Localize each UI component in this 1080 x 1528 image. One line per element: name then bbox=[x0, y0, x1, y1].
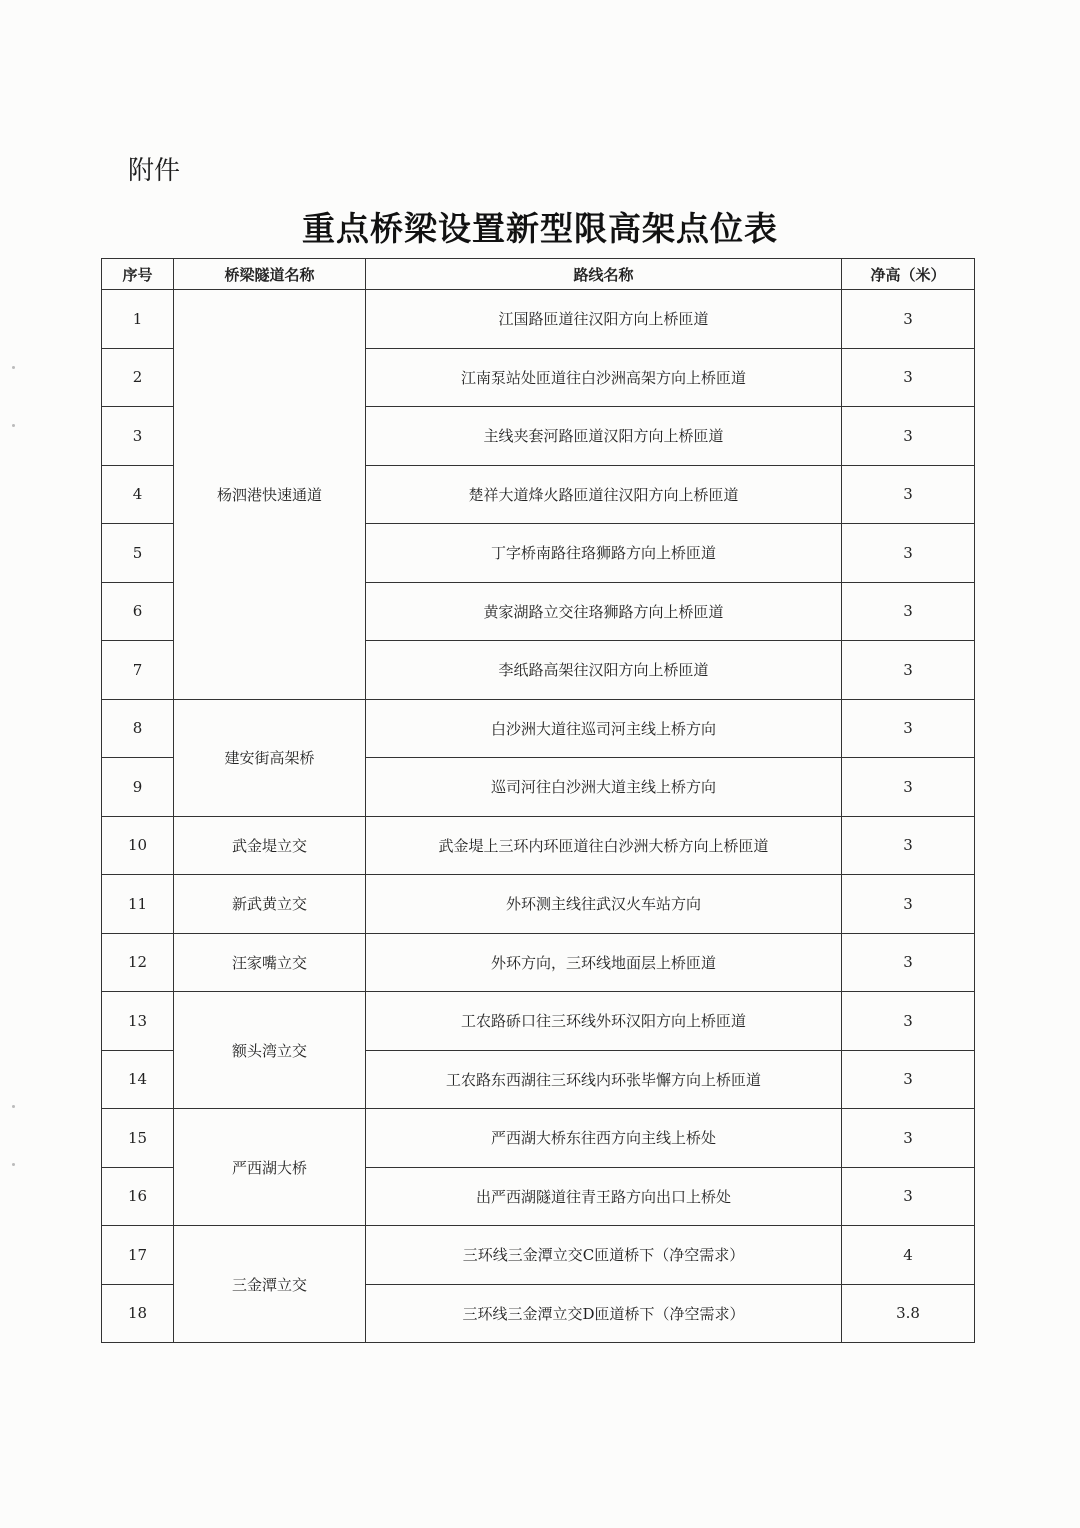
cell-height: 4 bbox=[842, 1226, 975, 1285]
cell-bridge-name: 新武黄立交 bbox=[174, 875, 366, 934]
cell-route: 三环线三金潭立交C匝道桥下（净空需求） bbox=[366, 1226, 842, 1285]
cell-no: 4 bbox=[102, 465, 174, 524]
cell-route: 外环方向，三环线地面层上桥匝道 bbox=[366, 933, 842, 992]
table-header-row bbox=[102, 259, 975, 290]
page-title: 重点桥梁设置新型限高架点位表 bbox=[302, 209, 778, 248]
cell-no: 1 bbox=[102, 290, 174, 349]
cell-route: 江国路匝道往汉阳方向上桥匝道 bbox=[366, 290, 842, 349]
cell-route: 李纸路高架往汉阳方向上桥匝道 bbox=[366, 641, 842, 700]
cell-height: 3 bbox=[842, 1050, 975, 1109]
cell-bridge-name: 建安街高架桥 bbox=[174, 699, 366, 816]
cell-no: 15 bbox=[102, 1109, 174, 1168]
cell-route: 严西湖大桥东往西方向主线上桥处 bbox=[366, 1109, 842, 1168]
cell-route: 出严西湖隧道往青王路方向出口上桥处 bbox=[366, 1167, 842, 1226]
cell-route: 江南泵站处匝道往白沙洲高架方向上桥匝道 bbox=[366, 348, 842, 407]
cell-height: 3 bbox=[842, 290, 975, 349]
table-row bbox=[102, 1109, 975, 1168]
cell-no: 17 bbox=[102, 1226, 174, 1285]
table-row bbox=[102, 699, 975, 758]
cell-route: 主线夹套河路匝道汉阳方向上桥匝道 bbox=[366, 407, 842, 466]
cell-height: 3 bbox=[842, 992, 975, 1051]
cell-bridge-name: 严西湖大桥 bbox=[174, 1109, 366, 1226]
cell-no: 7 bbox=[102, 641, 174, 700]
table-row bbox=[102, 1226, 975, 1285]
table-body bbox=[102, 290, 975, 1343]
cell-height: 3 bbox=[842, 875, 975, 934]
cell-no: 10 bbox=[102, 816, 174, 875]
cell-bridge-name: 额头湾立交 bbox=[174, 992, 366, 1109]
cell-no: 12 bbox=[102, 933, 174, 992]
attachment-label: 附件 bbox=[128, 156, 181, 186]
cell-no: 13 bbox=[102, 992, 174, 1051]
cell-no: 11 bbox=[102, 875, 174, 934]
cell-route: 工农路硚口往三环线外环汉阳方向上桥匝道 bbox=[366, 992, 842, 1051]
bridge-table bbox=[101, 258, 975, 1343]
cell-bridge-name: 杨泗港快速通道 bbox=[174, 290, 366, 700]
cell-height: 3 bbox=[842, 758, 975, 817]
cell-route: 工农路东西湖往三环线内环张毕懈方向上桥匝道 bbox=[366, 1050, 842, 1109]
cell-height: 3 bbox=[842, 933, 975, 992]
cell-route: 丁字桥南路往珞狮路方向上桥匝道 bbox=[366, 524, 842, 583]
cell-height: 3 bbox=[842, 524, 975, 583]
cell-height: 3 bbox=[842, 816, 975, 875]
cell-bridge-name: 三金潭立交 bbox=[174, 1226, 366, 1343]
cell-route: 外环测主线往武汉火车站方向 bbox=[366, 875, 842, 934]
cell-route: 武金堤上三环内环匝道往白沙洲大桥方向上桥匝道 bbox=[366, 816, 842, 875]
cell-route: 黄家湖路立交往珞狮路方向上桥匝道 bbox=[366, 582, 842, 641]
table-row bbox=[102, 875, 975, 934]
cell-height: 3 bbox=[842, 641, 975, 700]
cell-no: 16 bbox=[102, 1167, 174, 1226]
header-height: 净高（米） bbox=[842, 259, 975, 290]
cell-no: 14 bbox=[102, 1050, 174, 1109]
cell-route: 白沙洲大道往巡司河主线上桥方向 bbox=[366, 699, 842, 758]
cell-no: 18 bbox=[102, 1284, 174, 1343]
cell-route: 楚祥大道烽火路匝道往汉阳方向上桥匝道 bbox=[366, 465, 842, 524]
cell-height: 3 bbox=[842, 465, 975, 524]
header-route: 路线名称 bbox=[366, 259, 842, 290]
cell-height: 3 bbox=[842, 407, 975, 466]
table-row bbox=[102, 290, 975, 349]
table-row bbox=[102, 933, 975, 992]
cell-no: 3 bbox=[102, 407, 174, 466]
cell-no: 6 bbox=[102, 582, 174, 641]
table-row bbox=[102, 992, 975, 1051]
cell-height: 3.8 bbox=[842, 1284, 975, 1343]
cell-bridge-name: 武金堤立交 bbox=[174, 816, 366, 875]
cell-bridge-name: 汪家嘴立交 bbox=[174, 933, 366, 992]
header-no: 序号 bbox=[102, 259, 174, 290]
cell-height: 3 bbox=[842, 699, 975, 758]
cell-no: 9 bbox=[102, 758, 174, 817]
table-row bbox=[102, 816, 975, 875]
header-bridge: 桥梁隧道名称 bbox=[174, 259, 366, 290]
cell-no: 5 bbox=[102, 524, 174, 583]
cell-no: 2 bbox=[102, 348, 174, 407]
cell-height: 3 bbox=[842, 1109, 975, 1168]
cell-height: 3 bbox=[842, 348, 975, 407]
cell-height: 3 bbox=[842, 1167, 975, 1226]
cell-no: 8 bbox=[102, 699, 174, 758]
cell-route: 巡司河往白沙洲大道主线上桥方向 bbox=[366, 758, 842, 817]
cell-height: 3 bbox=[842, 582, 975, 641]
cell-route: 三环线三金潭立交D匝道桥下（净空需求） bbox=[366, 1284, 842, 1343]
